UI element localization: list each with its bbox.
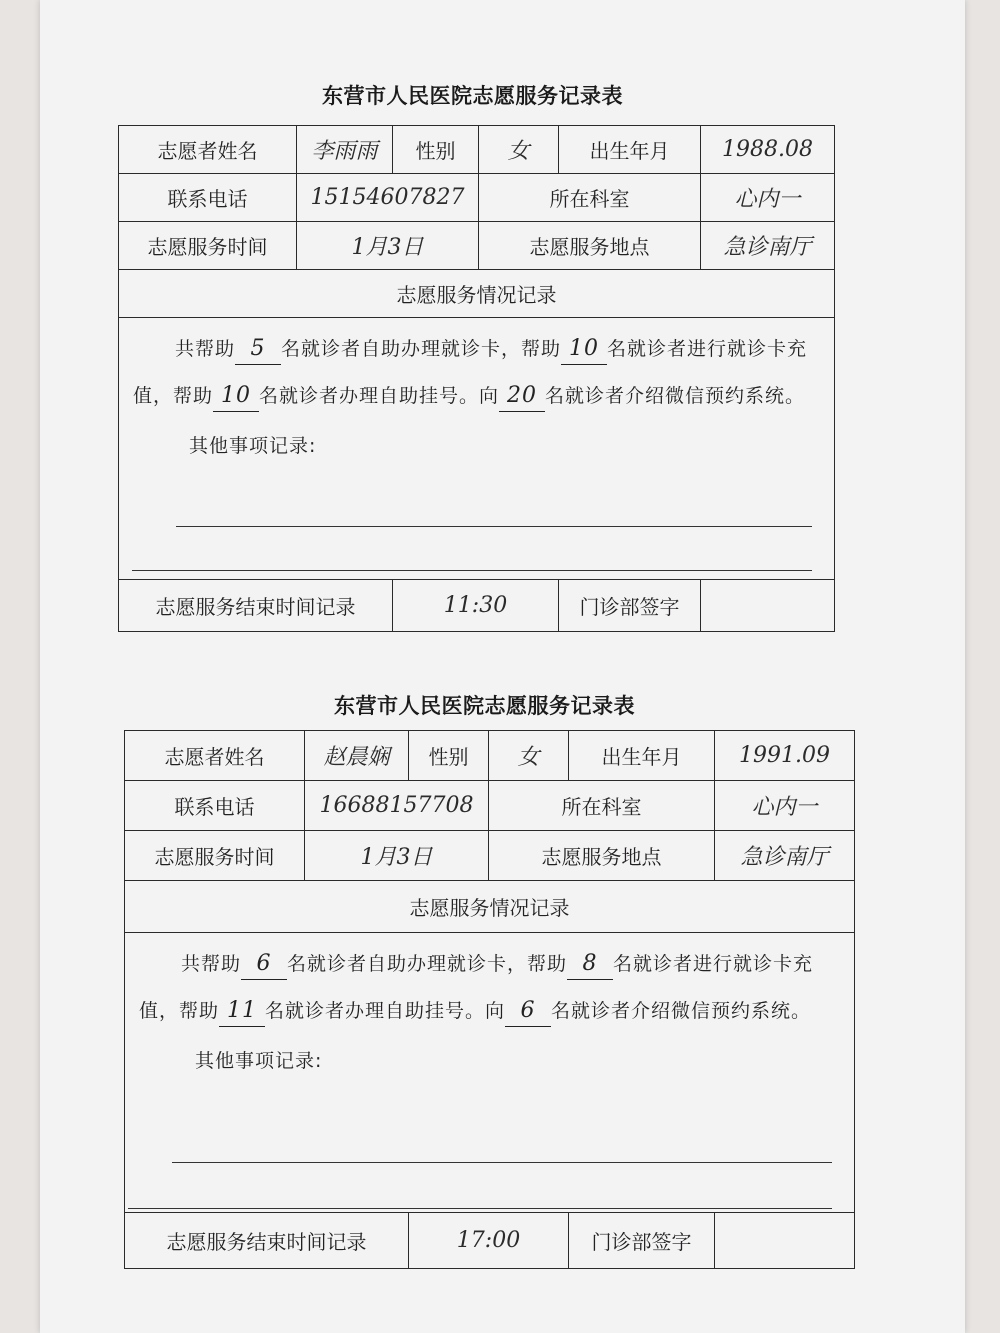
end-time-value: 11:30 [393, 580, 559, 632]
service-record-text [125, 933, 854, 1081]
service-time-label: 志愿服务时间 [119, 222, 297, 270]
name-label: 志愿者姓名 [125, 731, 305, 781]
birth-label: 出生年月 [559, 126, 701, 174]
service-place-value: 急诊南厅 [701, 222, 835, 270]
count-blank-2: 8 [567, 949, 613, 980]
count-blank-4: 20 [499, 381, 545, 412]
notes-line [176, 526, 812, 527]
phone-value: 16688157708 [305, 781, 489, 831]
text-part: 名就诊者办理自助挂号。向 [265, 1000, 506, 1022]
count-blank-4: 6 [505, 996, 551, 1027]
form-title: 东营市人民医院志愿服务记录表 [322, 84, 623, 108]
service-record-text [119, 318, 834, 466]
name-value: 赵晨娴 [305, 731, 409, 781]
text-part: 名就诊者自助办理就诊卡，帮助 [281, 338, 562, 360]
gender-value: 女 [479, 126, 559, 174]
dept-label: 所在科室 [489, 781, 715, 831]
text-part: 共帮助 [175, 338, 236, 360]
text-part: 名就诊者进行就诊卡充值，帮助 [133, 338, 808, 407]
end-time-label: 志愿服务结束时间记录 [119, 580, 393, 632]
other-notes-label: 其他事项记录: [189, 435, 317, 457]
section-heading: 志愿服务情况记录 [125, 881, 855, 933]
phone-label: 联系电话 [125, 781, 305, 831]
phone-label: 联系电话 [119, 174, 297, 222]
notes-line [128, 1208, 832, 1209]
count-blank-3: 11 [219, 996, 265, 1027]
count-blank-1: 5 [235, 334, 281, 365]
signature-field [715, 1213, 855, 1269]
birth-label: 出生年月 [569, 731, 715, 781]
service-record-body [125, 933, 855, 1213]
other-notes-label: 其他事项记录: [195, 1050, 323, 1072]
text-part: 名就诊者介绍微信预约系统。 [545, 385, 806, 407]
end-time-label: 志愿服务结束时间记录 [125, 1213, 409, 1269]
count-blank-3: 10 [213, 381, 259, 412]
service-place-label: 志愿服务地点 [489, 831, 715, 881]
service-date-value: 1月3日 [305, 831, 489, 881]
gender-label: 性别 [393, 126, 479, 174]
end-time-value: 17:00 [409, 1213, 569, 1269]
dept-value: 心内一 [701, 174, 835, 222]
text-part: 名就诊者介绍微信预约系统。 [551, 1000, 812, 1022]
name-label: 志愿者姓名 [119, 126, 297, 174]
dept-value: 心内一 [715, 781, 855, 831]
signature-label: 门诊部签字 [559, 580, 701, 632]
service-place-label: 志愿服务地点 [479, 222, 701, 270]
notes-line [172, 1162, 832, 1163]
text-part: 名就诊者自助办理就诊卡，帮助 [287, 953, 568, 975]
record-table [118, 125, 835, 632]
count-blank-1: 6 [241, 949, 287, 980]
dept-label: 所在科室 [479, 174, 701, 222]
name-value: 李雨雨 [297, 126, 393, 174]
service-time-label: 志愿服务时间 [125, 831, 305, 881]
paper-sheet [40, 0, 965, 1333]
signature-label: 门诊部签字 [569, 1213, 715, 1269]
service-record-body [119, 318, 835, 580]
notes-line [132, 570, 812, 571]
text-part: 共帮助 [181, 953, 242, 975]
count-blank-2: 10 [561, 334, 607, 365]
text-part: 名就诊者办理自助挂号。向 [259, 385, 500, 407]
gender-value: 女 [489, 731, 569, 781]
signature-field [701, 580, 835, 632]
birth-value: 1991.09 [715, 731, 855, 781]
service-place-value: 急诊南厅 [715, 831, 855, 881]
section-heading: 志愿服务情况记录 [119, 270, 835, 318]
phone-value: 15154607827 [297, 174, 479, 222]
birth-value: 1988.08 [701, 126, 835, 174]
text-part: 名就诊者进行就诊卡充值，帮助 [139, 953, 814, 1022]
service-date-value: 1月3日 [297, 222, 479, 270]
record-table [124, 730, 855, 1269]
form-title: 东营市人民医院志愿服务记录表 [334, 694, 635, 718]
gender-label: 性别 [409, 731, 489, 781]
